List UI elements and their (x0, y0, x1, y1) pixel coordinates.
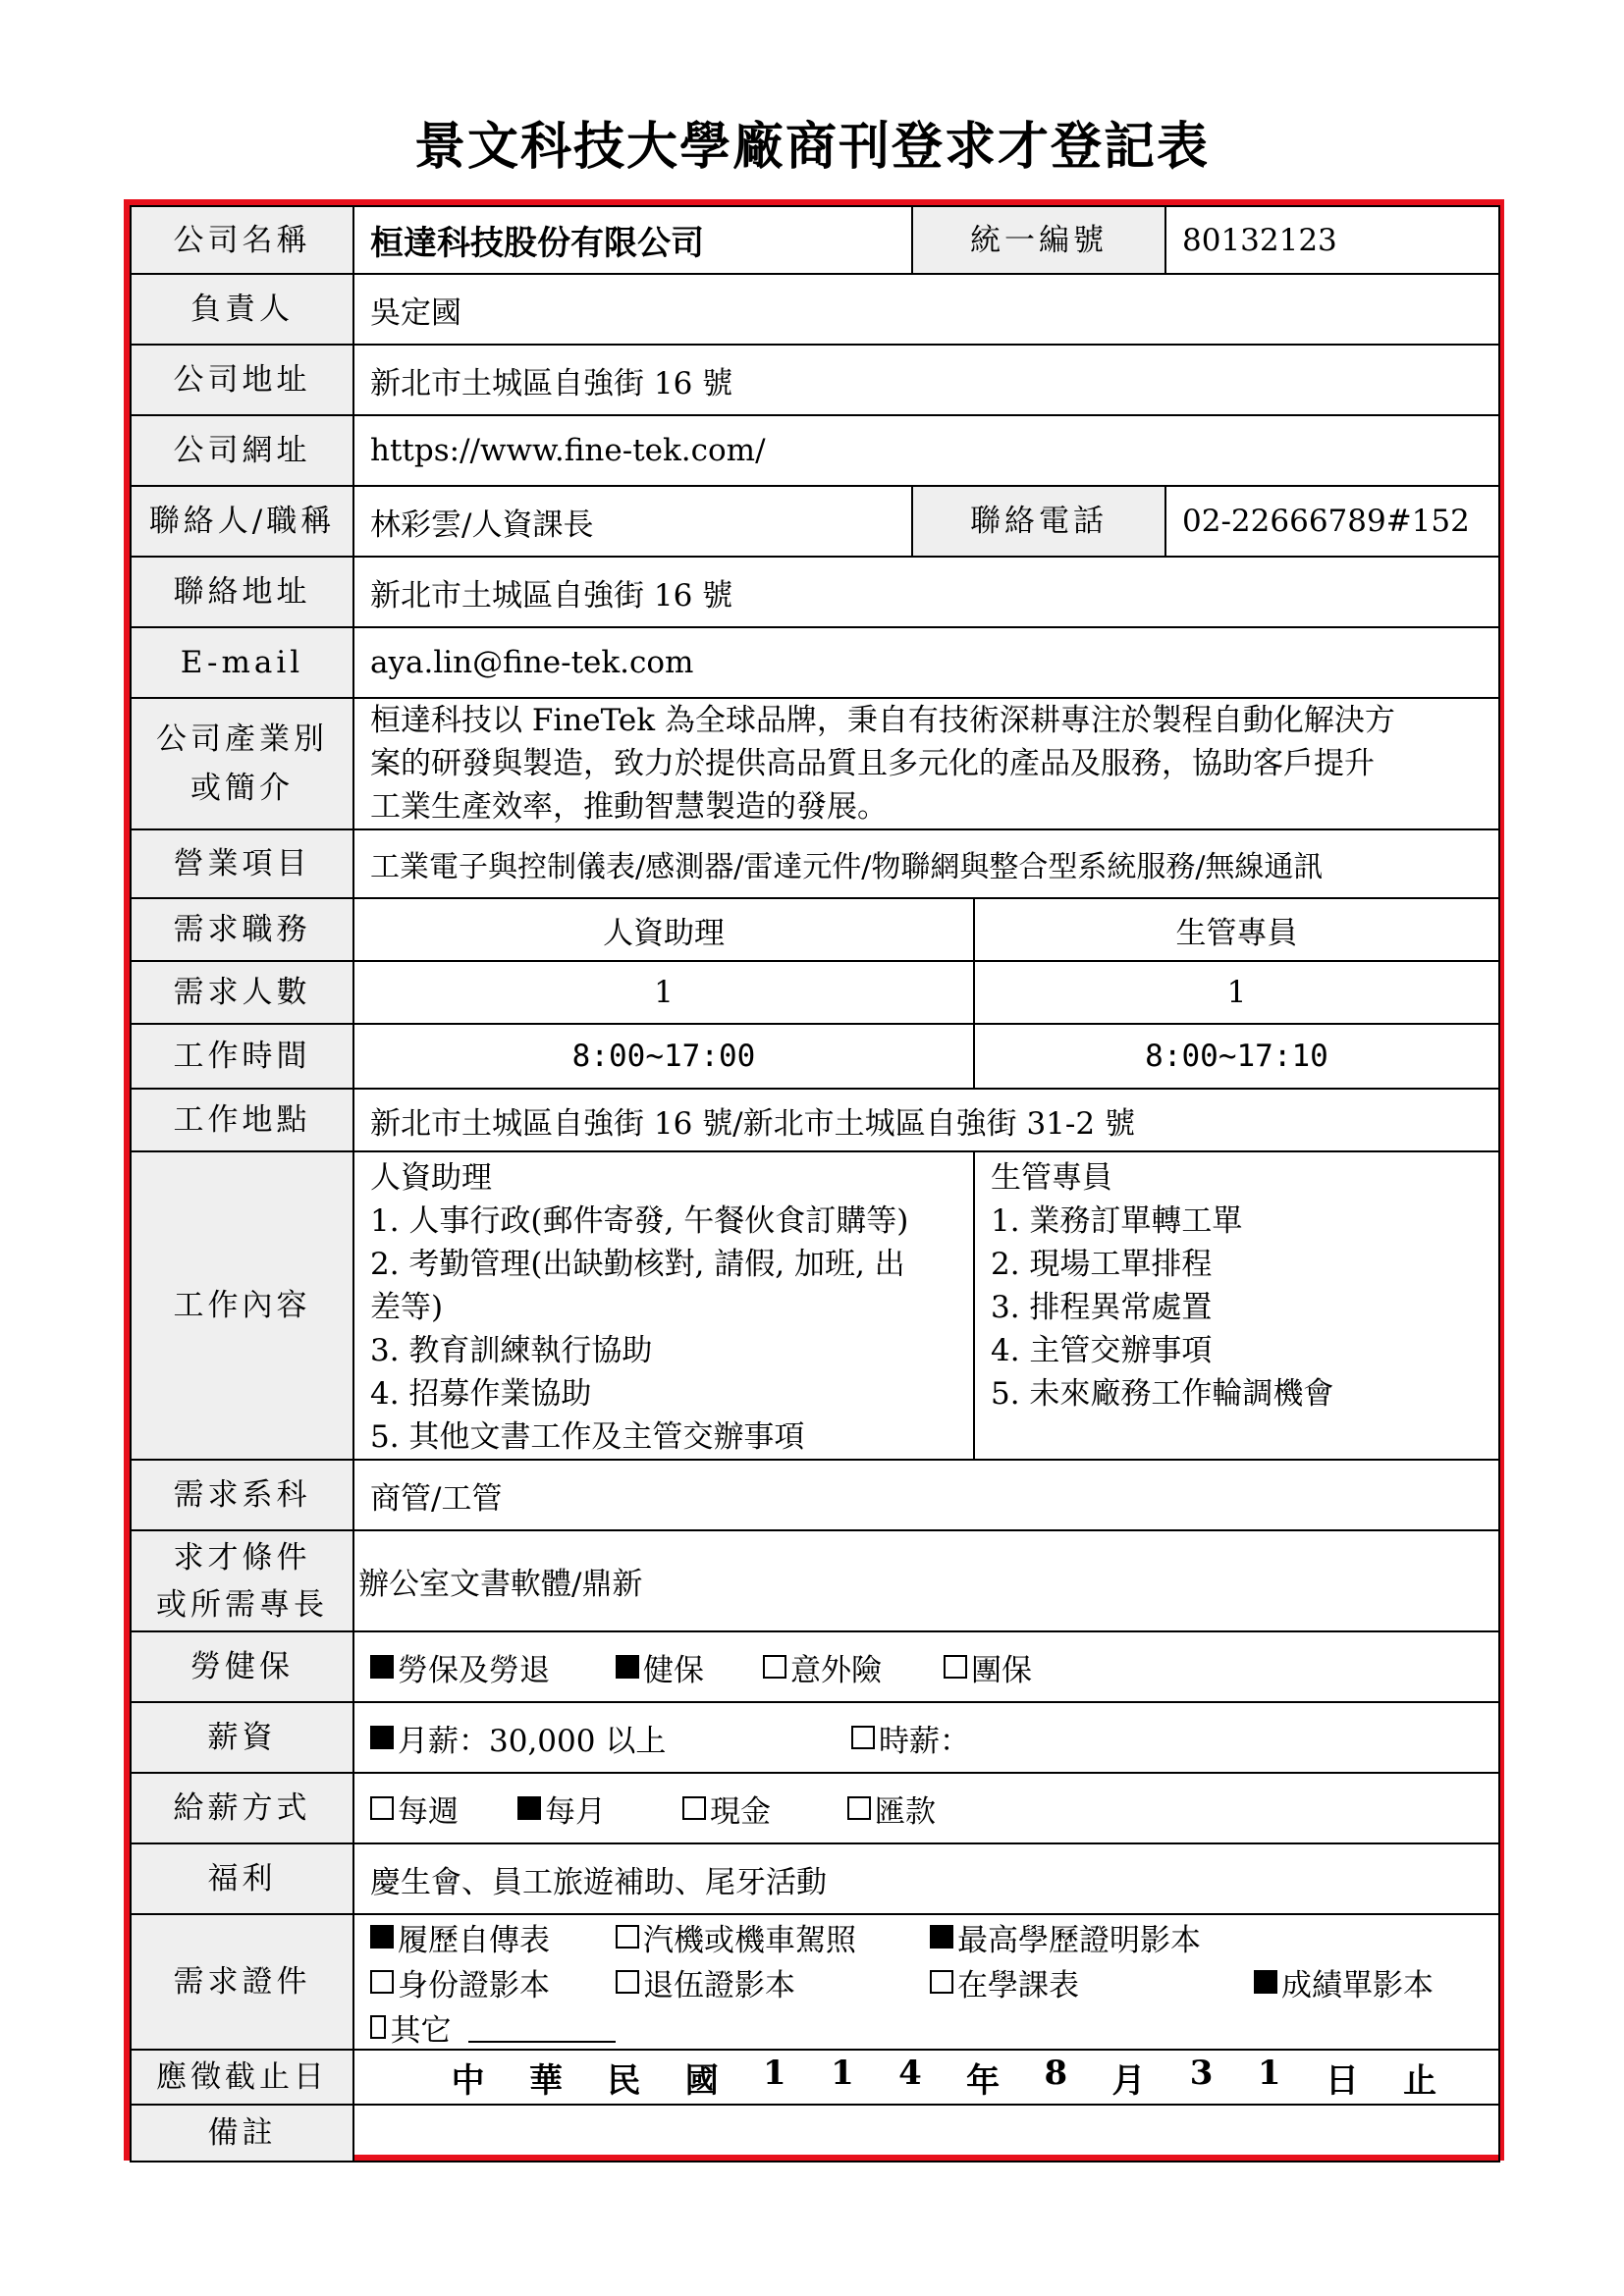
row-count (131, 961, 1499, 1024)
deadline-part: 年 (966, 2060, 1001, 2101)
email-value: aya.lin@fine-tek.com (353, 627, 1499, 698)
count-label: 需求人數 (131, 961, 353, 1024)
option-text: 團保 (971, 1652, 1032, 1688)
phone-value: 02-22666789#152 (1165, 486, 1499, 557)
checkbox-empty-icon (370, 1796, 394, 1820)
deadline-part: 1 (763, 2053, 786, 2093)
duties-label: 工作內容 (131, 1151, 353, 1460)
location-label: 工作地點 (131, 1089, 353, 1151)
duty-item: 2. 考勤管理(出缺勤核對, 請假, 加班, 出 (370, 1247, 905, 1282)
salary-label: 薪資 (131, 1702, 353, 1773)
checkbox-checked-icon (616, 1655, 639, 1679)
deadline-part: 月 (1111, 2060, 1146, 2101)
cond-label (131, 1530, 353, 1631)
row-dept (131, 1460, 1499, 1530)
intro-line: 桓達科技以 FineTek 為全球品牌，秉自有技術深耕專注於製程自動化解決方 (370, 703, 1395, 738)
checkbox-empty-icon (616, 1925, 639, 1949)
insurance-health-checkbox[interactable] (616, 1645, 763, 1689)
cond-value: 辦公室文書軟體/鼎新 (353, 1530, 1499, 1631)
insurance-accident-checkbox[interactable] (763, 1645, 944, 1689)
cond-label-line-2: 或所需專長 (156, 1586, 328, 1623)
position-2: 生管專員 (974, 898, 1499, 961)
insurance-group-checkbox[interactable] (944, 1645, 1032, 1689)
deadline-part: 4 (898, 2053, 922, 2093)
option-text: 成績單影本 (1281, 1967, 1434, 2003)
duty-item: 1. 業務訂單轉工單 (991, 1203, 1243, 1239)
option-text: 意外險 (790, 1652, 882, 1688)
pay-monthly-checkbox[interactable] (517, 1787, 682, 1831)
checkbox-empty-icon (616, 1970, 639, 1994)
checkbox-empty-icon (944, 1655, 967, 1679)
doc-transcript-checkbox[interactable] (1254, 1960, 1480, 2003)
row-pay-method (131, 1773, 1499, 1843)
address-value: 新北市土城區自強街 16 號 (353, 345, 1499, 415)
row-positions (131, 898, 1499, 961)
remarks-value[interactable] (353, 2105, 1499, 2162)
row-business (131, 829, 1499, 898)
pay-transfer-checkbox[interactable] (847, 1787, 936, 1831)
row-email (131, 627, 1499, 698)
row-insurance (131, 1631, 1499, 1702)
insurance-labor-checkbox[interactable] (370, 1645, 616, 1689)
duty-item: 4. 主管交辦事項 (991, 1333, 1213, 1368)
email-label: E-mail (131, 627, 353, 698)
hours-1: 8:00~17:00 (353, 1024, 974, 1089)
duty-item: 2. 現場工單排程 (991, 1247, 1213, 1282)
location-value: 新北市土城區自強街 16 號/新北市土城區自強街 31-2 號 (353, 1089, 1499, 1151)
checkbox-checked-icon (370, 1726, 394, 1749)
salary-options (353, 1702, 1499, 1773)
intro-line: 案的研發與製造，致力於提供高品質且多元化的產品及服務，協助客戶提升 (370, 746, 1375, 781)
row-owner (131, 274, 1499, 345)
checkbox-empty-icon (851, 1726, 875, 1749)
contact-value: 林彩雲/人資課長 (353, 486, 912, 557)
checkbox-checked-icon (1254, 1970, 1277, 1994)
row-address (131, 345, 1499, 415)
business-value: 工業電子與控制儀表/感測器/雷達元件/物聯網與整合型系統服務/無線通訊 (353, 829, 1499, 898)
checkbox-checked-icon (370, 1655, 394, 1679)
owner-label: 負責人 (131, 274, 353, 345)
row-hours (131, 1024, 1499, 1089)
hours-label: 工作時間 (131, 1024, 353, 1089)
checkbox-empty-icon (847, 1796, 871, 1820)
checkbox-empty-icon (930, 1970, 953, 1994)
salary-monthly-checkbox[interactable] (370, 1716, 851, 1760)
deadline-part: 中 (451, 2060, 485, 2101)
pay-method-options (353, 1773, 1499, 1843)
option-text: 履歷自傳表 (398, 1922, 550, 1958)
option-text: 健保 (643, 1652, 704, 1688)
deadline-part: 止 (1403, 2060, 1437, 2101)
phone-label: 聯絡電話 (912, 486, 1165, 557)
duty-item: 1. 人事行政(郵件寄發, 午餐伙食訂購等) (370, 1203, 909, 1239)
doc-spacer (1254, 1915, 1480, 1958)
duties-1 (353, 1151, 974, 1460)
checkbox-empty-icon (370, 2015, 386, 2039)
duties-2-title: 生管專員 (991, 1160, 1112, 1196)
website-value: https://www.fine-tek.com/ (353, 415, 1499, 486)
doc-other-checkbox[interactable] (370, 2005, 616, 2049)
checkbox-empty-icon (370, 1970, 394, 1994)
contact-label: 聯絡人/職稱 (131, 486, 353, 557)
form-title: 景文科技大學廠商刊登求才登記表 (413, 117, 1210, 177)
duty-item: 差等) (370, 1290, 444, 1325)
documents-label: 需求證件 (131, 1914, 353, 2050)
row-documents (131, 1914, 1499, 2050)
deadline-part: 華 (529, 2060, 564, 2101)
checkbox-checked-icon (370, 1925, 394, 1949)
row-location (131, 1089, 1499, 1151)
checkbox-checked-icon (930, 1925, 953, 1949)
row-salary (131, 1702, 1499, 1773)
row-benefits (131, 1843, 1499, 1914)
row-contact-address (131, 557, 1499, 627)
dept-label: 需求系科 (131, 1460, 353, 1530)
intro-value (353, 698, 1499, 829)
row-intro (131, 698, 1499, 829)
row-website (131, 415, 1499, 486)
pay-method-label: 給薪方式 (131, 1773, 353, 1843)
doc-id-checkbox[interactable] (370, 1960, 616, 2003)
row-deadline (131, 2050, 1499, 2105)
doc-schedule-checkbox[interactable] (930, 1960, 1254, 2003)
website-label: 公司網址 (131, 415, 353, 486)
duty-item: 3. 排程異常處置 (991, 1290, 1213, 1325)
intro-label-line-1: 公司產業別 (156, 721, 328, 757)
deadline-label: 應徵截止日 (131, 2050, 353, 2105)
deadline-part: 日 (1325, 2060, 1359, 2101)
deadline-value (353, 2050, 1499, 2105)
company-name-label: 公司名稱 (131, 206, 353, 274)
option-text: 現金 (710, 1793, 771, 1830)
row-duties (131, 1151, 1499, 1460)
count-1: 1 (353, 961, 974, 1024)
option-text: 最高學歷證明影本 (957, 1922, 1201, 1958)
benefits-label: 福利 (131, 1843, 353, 1914)
deadline-part: 民 (607, 2060, 641, 2101)
hours-2: 8:00~17:10 (974, 1024, 1499, 1089)
doc-resume-checkbox[interactable] (370, 1915, 616, 1958)
deadline-part: 國 (684, 2060, 719, 2101)
pay-weekly-checkbox[interactable] (370, 1787, 517, 1831)
benefits-value: 慶生會、員工旅遊補助、尾牙活動 (353, 1843, 1499, 1914)
dept-value: 商管/工管 (353, 1460, 1499, 1530)
deadline-part: 1 (1257, 2053, 1281, 2093)
cond-label-line-1: 求才條件 (173, 1539, 311, 1575)
intro-label-line-2: 或簡介 (190, 771, 294, 806)
row-conditions (131, 1530, 1499, 1631)
option-text: 每週 (398, 1793, 459, 1830)
tax-id-value: 80132123 (1165, 206, 1499, 274)
option-text: 汽機或機車駕照 (643, 1922, 856, 1958)
duty-item: 3. 教育訓練執行協助 (370, 1333, 653, 1368)
tax-id-label: 統一編號 (912, 206, 1165, 274)
option-text: 退伍證影本 (643, 1967, 795, 2003)
intro-label (131, 698, 353, 829)
option-text: 時薪： (879, 1723, 970, 1759)
duty-item: 5. 其他文書工作及主管交辦事項 (370, 1419, 805, 1455)
address-label: 公司地址 (131, 345, 353, 415)
deadline-part: 1 (831, 2053, 854, 2093)
duty-item: 4. 招募作業協助 (370, 1376, 592, 1412)
option-text: 在學課表 (957, 1967, 1079, 2003)
documents-options (353, 1914, 1499, 2050)
contact-address-value: 新北市土城區自強街 16 號 (353, 557, 1499, 627)
position-1: 人資助理 (353, 898, 974, 961)
duty-item: 5. 未來廠務工作輪調機會 (991, 1376, 1334, 1412)
duties-1-title: 人資助理 (370, 1160, 492, 1196)
doc-license-checkbox[interactable] (616, 1915, 930, 1958)
other-blank-line[interactable] (468, 2011, 616, 2043)
doc-diploma-checkbox[interactable] (930, 1915, 1254, 1958)
checkbox-checked-icon (517, 1796, 541, 1820)
contact-address-label: 聯絡地址 (131, 557, 353, 627)
pay-cash-checkbox[interactable] (682, 1787, 847, 1831)
count-2: 1 (974, 961, 1499, 1024)
position-label: 需求職務 (131, 898, 353, 961)
deadline-part: 8 (1044, 2053, 1068, 2093)
intro-line: 工業生產效率，推動智慧製造的發展。 (370, 789, 888, 825)
option-text: 勞保及勞退 (398, 1652, 550, 1688)
option-text: 月薪：30,000 以上 (398, 1723, 667, 1759)
insurance-label: 勞健保 (131, 1631, 353, 1702)
option-text: 身份證影本 (398, 1967, 550, 2003)
duties-2 (974, 1151, 1499, 1460)
row-company-name (131, 206, 1499, 274)
salary-hourly-checkbox[interactable] (851, 1716, 970, 1760)
checkbox-empty-icon (682, 1796, 706, 1820)
remarks-label: 備註 (131, 2105, 353, 2162)
option-text: 每月 (545, 1793, 606, 1830)
option-text: 其它 (390, 2012, 452, 2049)
registration-form (130, 205, 1500, 2163)
owner-value: 吳定國 (353, 274, 1499, 345)
insurance-options (353, 1631, 1499, 1702)
row-contact (131, 486, 1499, 557)
checkbox-empty-icon (763, 1655, 786, 1679)
deadline-part: 3 (1189, 2053, 1214, 2093)
doc-military-checkbox[interactable] (616, 1960, 930, 2003)
business-label: 營業項目 (131, 829, 353, 898)
row-remarks (131, 2105, 1499, 2162)
company-name-value: 桓達科技股份有限公司 (353, 206, 912, 274)
option-text: 匯款 (875, 1793, 936, 1830)
